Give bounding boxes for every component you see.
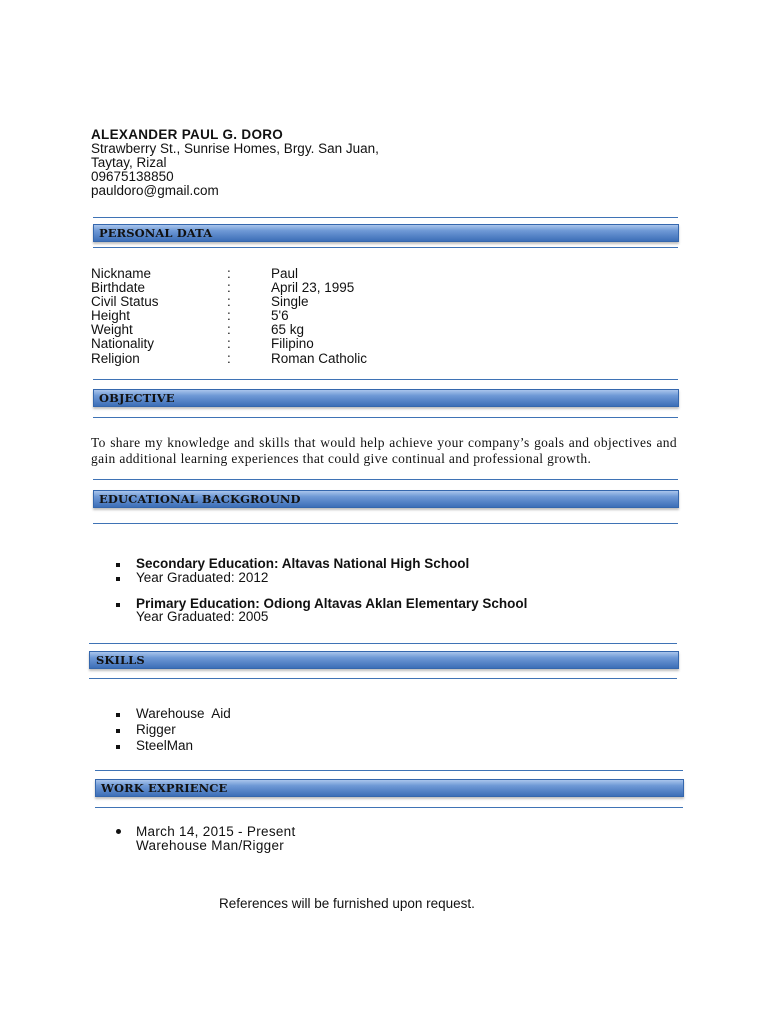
field-label: Weight (91, 322, 133, 337)
work-period: March 14, 2015 - Present (136, 824, 296, 839)
field-value: Single (271, 294, 309, 309)
section-title: WORK EXPRIENCE (101, 781, 228, 795)
divider-line (89, 643, 677, 644)
section-header-objective (93, 389, 679, 407)
field-value: Paul (271, 266, 299, 281)
divider-line (89, 678, 677, 679)
field-value: April 23, 1995 (271, 280, 355, 295)
divider-line (93, 217, 678, 218)
education-year: Year Graduated: 2012 (136, 570, 269, 585)
square-bullet-icon (116, 729, 120, 733)
section-header-skills (89, 651, 679, 669)
field-label: Birthdate (91, 280, 146, 295)
applicant-name: ALEXANDER PAUL G. DORO (91, 127, 284, 142)
divider-line (93, 417, 678, 418)
square-bullet-icon (116, 563, 120, 567)
education-year: Year Graduated: 2005 (136, 609, 269, 624)
field-separator: : (227, 308, 231, 323)
field-label: Nationality (91, 336, 155, 351)
objective-paragraph: To share my knowledge and skills that would help achieve your company’s goals and objectives and gain additional learning experiences that could give continual and professional growth. (91, 435, 677, 466)
round-bullet-icon (116, 829, 121, 834)
square-bullet-icon (116, 713, 120, 717)
square-bullet-icon (116, 603, 120, 607)
field-separator: : (227, 322, 231, 337)
field-separator: : (227, 336, 231, 351)
education-title: Primary Education: Odiong Altavas Aklan Elementary School (136, 596, 528, 611)
section-header-personal (93, 224, 679, 242)
address-line-2: Taytay, Rizal (91, 155, 167, 170)
section-title: OBJECTIVE (99, 391, 175, 405)
section-title: PERSONAL DATA (99, 226, 213, 240)
field-label: Religion (91, 351, 140, 366)
field-label: Nickname (91, 266, 152, 281)
education-title: Secondary Education: Altavas National High School (136, 556, 470, 571)
skill-label: Warehouse Aid (136, 706, 231, 721)
field-separator: : (227, 351, 231, 366)
email-address: pauldoro@gmail.com (91, 183, 219, 198)
field-value: Filipino (271, 336, 314, 351)
divider-line (93, 523, 678, 524)
field-value: Roman Catholic (271, 351, 368, 366)
references-note: References will be furnished upon request. (219, 896, 475, 911)
skill-label: Rigger (136, 722, 176, 737)
divider-line (95, 770, 683, 771)
field-label: Civil Status (91, 294, 159, 309)
work-position: Warehouse Man/Rigger (136, 838, 285, 853)
divider-line (93, 479, 678, 480)
section-title: SKILLS (96, 653, 145, 667)
section-header-education (93, 490, 679, 508)
section-header-work (95, 779, 684, 797)
square-bullet-icon (116, 577, 120, 581)
field-separator: : (227, 280, 231, 295)
divider-line (93, 247, 678, 248)
field-separator: : (227, 266, 231, 281)
phone-number: 09675138850 (91, 169, 174, 184)
address-line-1: Strawberry St., Sunrise Homes, Brgy. San Juan, (91, 141, 379, 156)
field-label: Height (91, 308, 131, 323)
field-value: 65 kg (271, 322, 305, 337)
skill-label: SteelMan (136, 738, 194, 753)
divider-line (93, 379, 678, 380)
field-separator: : (227, 294, 231, 309)
square-bullet-icon (116, 745, 120, 749)
divider-line (95, 807, 683, 808)
field-value: 5'6 (271, 308, 289, 323)
section-title: EDUCATIONAL BACKGROUND (99, 492, 301, 506)
